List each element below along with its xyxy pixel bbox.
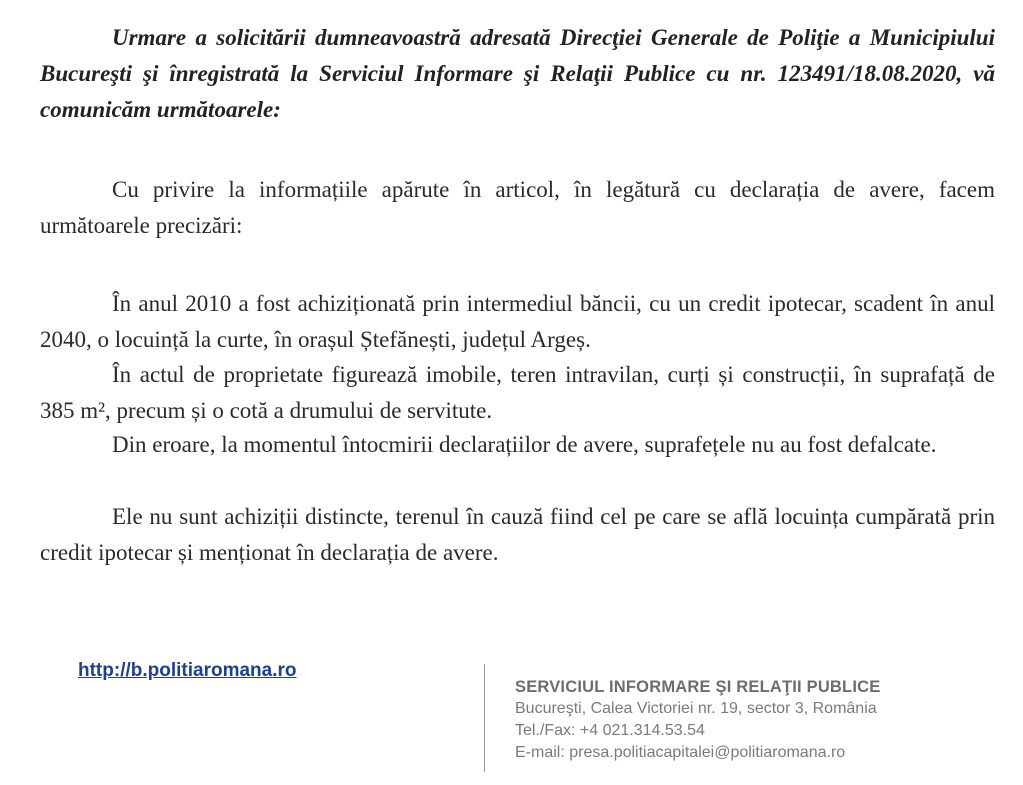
body-paragraph-4: Din eroare, la momentul întocmirii declarațiilor de avere, suprafețele nu au fost defalcate. [112,432,937,457]
footer-divider [484,664,485,772]
body-paragraph-1: Cu privire la informațiile apărute în articol, în legătură cu declarația de avere, facem următoarele precizări: [40,177,995,238]
email-text: E-mail: presa.politiacapitalei@politiaromana.ro [515,744,846,761]
phone-text: Tel./Fax: +4 021.314.53.54 [515,722,705,739]
body-paragraph-3: În actul de proprietate figurează imobile, teren intravilan, curți și construcții, în suprafață de 385 m², precum și o cotă a drumului de servitute. [40,362,995,423]
body-paragraph-5: Ele nu sunt achiziții distincte, terenul în cauză fiind cel pe care se află locuința cumpărată prin credit ipotecar și menționat în declarația de avere. [40,504,995,565]
contact-block [515,676,880,764]
body-paragraph-2: În anul 2010 a fost achiziționată prin intermediul băncii, cu un credit ipotecar, scadent în anul 2040, o locuință la curte, în orașul Ștefănești, județul Argeș. [40,291,995,352]
address-text: Bucureşti, Calea Victoriei nr. 19, sector 3, România [515,700,877,717]
intro-paragraph: Urmare a solicitării dumneavoastră adresată Direcţiei Generale de Poliţie a Municipiului Bucureşti şi înregistrată la Serviciul Informare şi Relaţii Publice cu nr. 123491/18.08.2020, vă comunicăm următoarele: [40,25,995,122]
website-link[interactable]: http://b.politiaromana.ro [78,660,297,681]
service-title: SERVICIUL INFORMARE ŞI RELAŢII PUBLICE [515,678,881,696]
